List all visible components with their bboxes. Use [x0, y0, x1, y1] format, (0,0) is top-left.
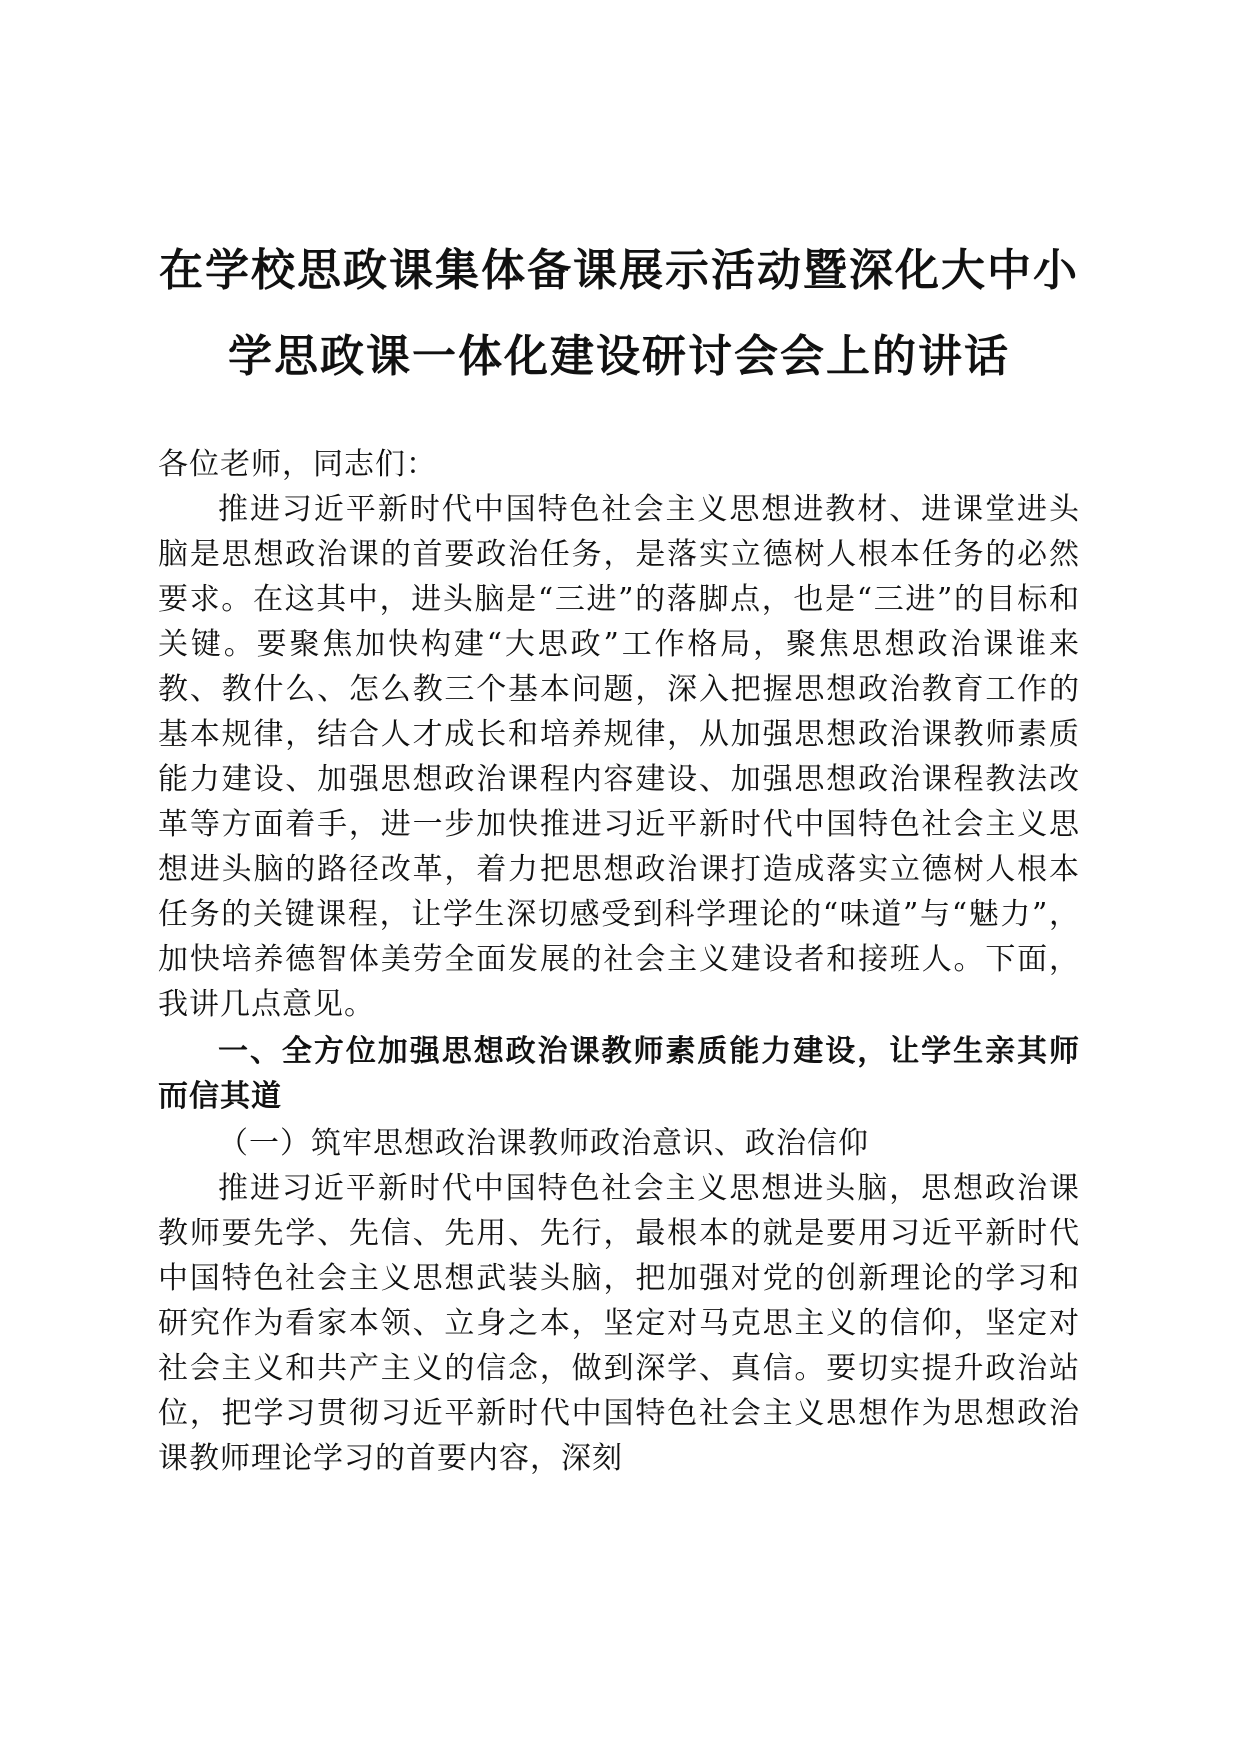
document-body — [158, 442, 1080, 1481]
document-title — [158, 228, 1080, 400]
salutation: 各位老师，同志们： — [158, 447, 437, 482]
document-page — [158, 228, 1080, 1481]
section-heading-1: 一、全方位加强思想政治课教师素质能力建设，让学生亲其师而信其道 — [158, 1034, 1080, 1114]
title-line-2: 学思政课一体化建设研讨会会上的讲话 — [228, 331, 1010, 382]
intro-paragraph: 推进习近平新时代中国特色社会主义思想进教材、进课堂进头脑是思想政治课的首要政治任务，是落实立德树人根本任务的必然要求。在这其中，进头脑是“三进”的落脚点，也是“三进”的目标和关键。要聚焦加快构建“大思政”工作格局，聚焦思想政治课谁来教、教什么、怎么教三个基本问题，深入把握思想政治教育工作的基本规律，结合人才成长和培养规律，从加强思想政治课教师素质能力建设、加强思想政治课程内容建设、加强思想政治课程教法改革等方面着手，进一步加快推进习近平新时代中国特色社会主义思想进头脑的路径改革，着力把思想政治课打造成落实立德树人根本任务的关键课程，让学生深切感受到科学理论的“味道”与“魅力”，加快培养德智体美劳全面发展的社会主义建设者和接班人。下面，我讲几点意见。 — [158, 492, 1080, 1022]
title-line-1: 在学校思政课集体备课展示活动暨深化大中小 — [159, 245, 1079, 296]
subsection-paragraph-1: 推进习近平新时代中国特色社会主义思想进头脑，思想政治课教师要先学、先信、先用、先行，最根本的就是要用习近平新时代中国特色社会主义思想武装头脑，把加强对党的创新理论的学习和研究作为看家本领、立身之本，坚定对马克思主义的信仰，坚定对社会主义和共产主义的信念，做到深学、真信。要切实提升政治站位，把学习贯彻习近平新时代中国特色社会主义思想作为思想政治课教师理论学习的首要内容，深刻 — [158, 1171, 1080, 1476]
subsection-heading-1: （一）筑牢思想政治课教师政治意识、政治信仰 — [218, 1126, 869, 1161]
